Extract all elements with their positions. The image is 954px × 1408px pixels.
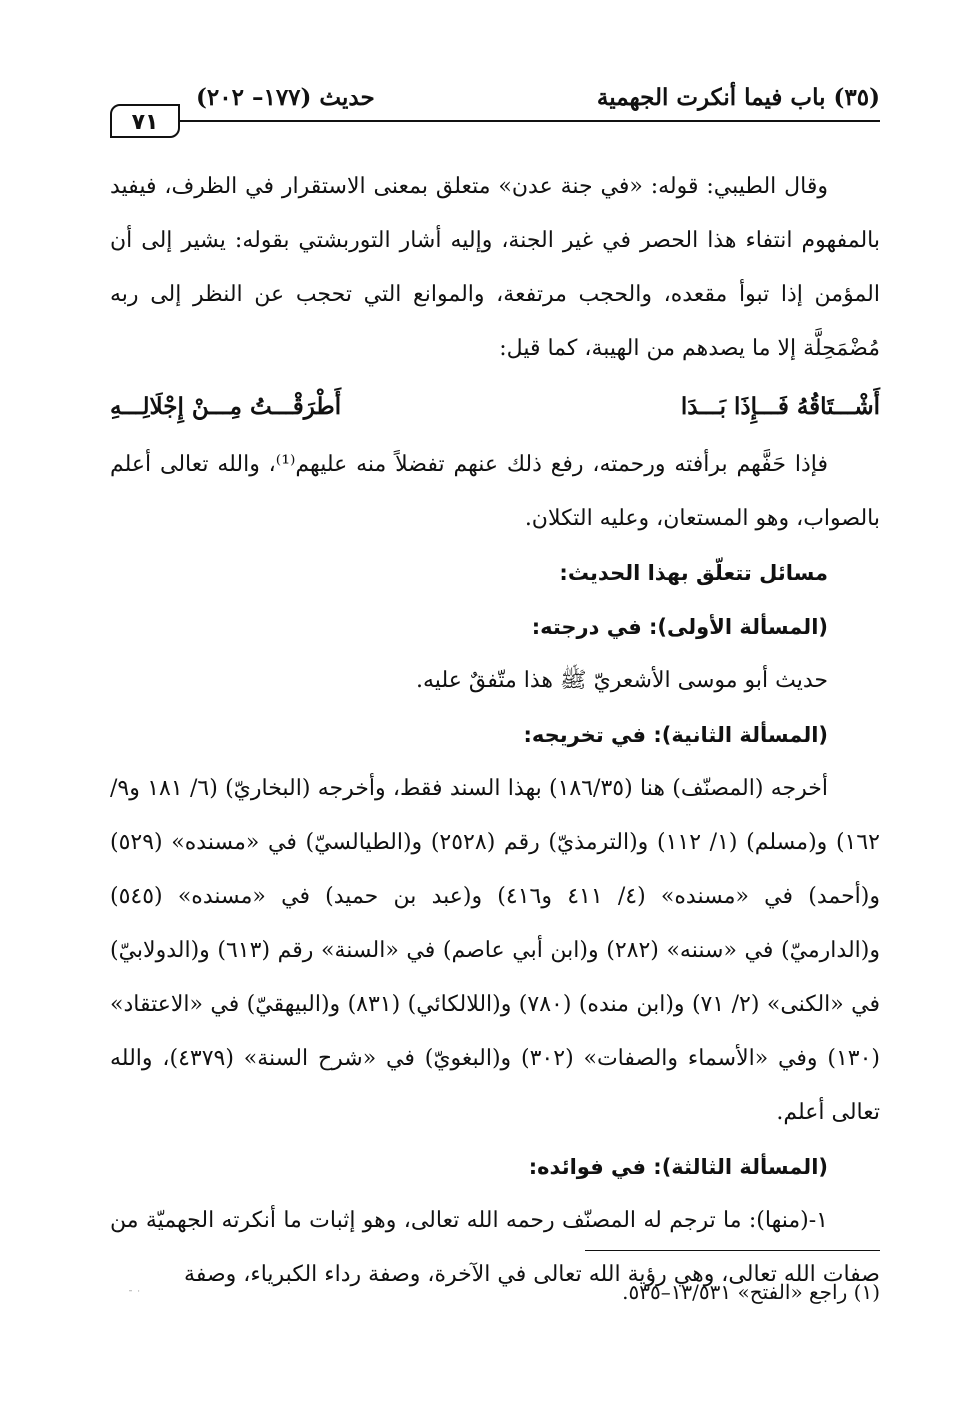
page-number: ٧١	[110, 104, 180, 138]
header-rule	[178, 120, 880, 122]
running-header	[110, 84, 880, 120]
issue1-heading: (المسألة الأولى): في درجته:	[531, 615, 828, 639]
poem-second-hemistich: أَطْرَقْـــتُ مِـــنْ إِجْلَالِـــهِ	[110, 393, 342, 420]
scan-specks: ˙ ¯	[128, 1290, 142, 1301]
issue2-text: أخرجه (المصنّف) هنا (١٨٦/٣٥) بهذا السند فقط، وأخرجه (البخاريّ) (٦/ ١٨١ و٩/ ١٦٢) و(مسلم) (١/ ١١٢) و(الترمذيّ) رقم (٢٥٢٨) و(الطيالسيّ) في «مسنده» (٥٢٩) و(أحمد) في «مسنده» (٤/ ٤١١ و٤١٦) و(عبد بن حميد) في «مسنده» (٥٤٥) و(الدارميّ) في «سننه» (٢٨٢) و(ابن أبي عاصم) في «السنة» رقم (٦١٣) و(الدولابيّ) في «الكنى» (٢/ ٧١) و(ابن منده) (٧٨٠) و(اللالكائي) (٨٣١) و(البيهقيّ) في «الاعتقاد» (١٣٠) وفي «الأسماء والصفات» (٣٠٢) و(البغويّ) في «شرح السنة» (٤٣٧٩)، والله تعالى أعلم.	[110, 776, 881, 1125]
poem-verse	[110, 376, 880, 438]
issue2-heading: (المسألة الثانية): في تخريجه:	[523, 723, 828, 747]
issue3-text: ١-(منها): ما ترجم له المصنّف رحمه الله تعالى، وهو إثبات ما أنكرته الجهميّة من صفات الله تعالى، وهي رؤية الله تعالى في الآخرة، وصفة رداء الكبرياء، وصفة	[110, 1208, 880, 1287]
issue3-heading: (المسألة الثالثة): في فوائده:	[528, 1155, 828, 1179]
footnote-rule	[585, 1250, 880, 1251]
main-text	[110, 160, 880, 1302]
issues-heading: مسائل تتعلّق بهذا الحديث:	[559, 561, 828, 585]
hadith-range: حديث (١٧٧– ٢٠٢)	[196, 84, 375, 111]
paragraph-tibi: وقال الطيبي: قوله: «في جنة عدن» متعلق بمعنى الاستقرار في الظرف، فيفيد بالمفهوم انتفاء هذا الحصر في غير الجنة، وإليه أشار التوربشتي بقوله: يشير إلى أن المؤمن إذا تبوأ مقعده، والحجب مرتفعة، والموانع التي تحجب عن النظر إلى ربه مُضْمَحِلَّة إلا ما يصدهم من الهيبة، كما قيل:	[110, 174, 880, 361]
poem-first-hemistich: أَشْـــتَاقُهُ فَـــإِذَا بَـــدَا	[680, 393, 880, 420]
paragraph-conclusion: فإذا حَفَّهم برأفته ورحمته، رفع ذلك عنهم تفضلاً منه عليهم⁽¹⁾، والله تعالى أعلم بالصواب، وهو المستعان، وعليه التكلان.	[110, 452, 880, 531]
footnote: (١) راجع «الفتح» ١٣/٥٣١–٥٣٥.	[622, 1280, 880, 1304]
chapter-title: (٣٥) باب فيما أنكرت الجهمية	[596, 84, 880, 111]
issue1-text: حديث أبو موسى الأشعريّ ﷺ هذا متّفقٌ عليه.	[416, 668, 828, 693]
